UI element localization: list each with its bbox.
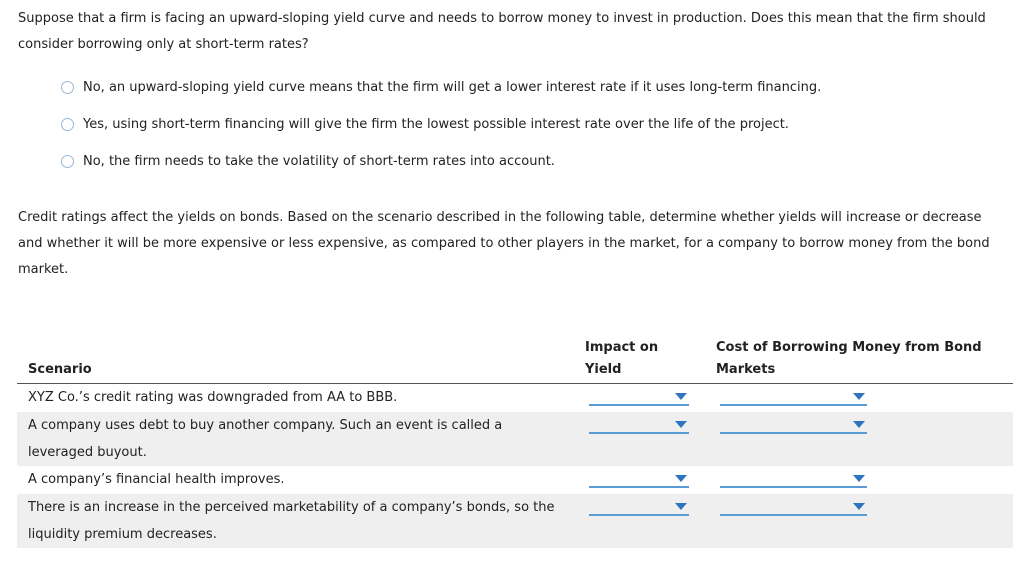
table-row	[17, 384, 1013, 412]
table-row	[17, 466, 1013, 494]
scenario-table	[17, 337, 1013, 548]
cost-of-borrowing-dropdown[interactable]	[720, 390, 867, 406]
scenario-text: A company uses debt to buy another company. Such an event is called a leveraged buyout.	[28, 418, 503, 460]
cost-of-borrowing-dropdown[interactable]	[720, 472, 867, 488]
scenario-text: XYZ Co.’s credit rating was downgraded from AA to BBB.	[28, 390, 398, 405]
table-row	[17, 412, 1013, 466]
scenario-text: A company’s financial health improves.	[28, 472, 285, 487]
radio-button[interactable]	[61, 81, 74, 94]
impact-on-yield-dropdown[interactable]	[589, 472, 689, 488]
answer-option-2[interactable]	[61, 115, 789, 133]
table-row	[17, 494, 1013, 548]
scenario-text: There is an increase in the perceived marketability of a company’s bonds, so the liquidity premium decreases.	[28, 500, 555, 542]
answer-option-label: Yes, using short-term financing will give the firm the lowest possible interest rate over the life of the project.	[83, 116, 789, 132]
chevron-down-icon	[853, 393, 865, 400]
question-2-text: Credit ratings affect the yields on bonds. Based on the scenario described in the following table, determine whether yields will increase or decrease and whether it will be more expensive or less expensive, as compared to other players in the market, for a company to borrow money from the bond market.	[18, 210, 990, 277]
chevron-down-icon	[675, 503, 687, 510]
answer-option-3[interactable]	[61, 152, 555, 170]
impact-on-yield-dropdown[interactable]	[589, 390, 689, 406]
chevron-down-icon	[675, 393, 687, 400]
answer-option-label: No, an upward-sloping yield curve means that the firm will get a lower interest rate if it uses long-term financing.	[83, 79, 822, 95]
radio-button[interactable]	[61, 118, 74, 131]
chevron-down-icon	[853, 475, 865, 482]
impact-on-yield-dropdown[interactable]	[589, 418, 689, 434]
answer-option-label: No, the firm needs to take the volatility of short-term rates into account.	[83, 153, 555, 169]
radio-button[interactable]	[61, 155, 74, 168]
chevron-down-icon	[853, 421, 865, 428]
cost-of-borrowing-dropdown[interactable]	[720, 500, 867, 516]
cost-of-borrowing-dropdown[interactable]	[720, 418, 867, 434]
chevron-down-icon	[675, 475, 687, 482]
header-scenario: Scenario	[28, 362, 92, 377]
chevron-down-icon	[675, 421, 687, 428]
table-header	[17, 337, 1013, 384]
chevron-down-icon	[853, 503, 865, 510]
question-1-text: Suppose that a firm is facing an upward-sloping yield curve and needs to borrow money to invest in production. Does this mean that the firm should consider borrowing only at short-term rates?	[18, 11, 986, 52]
impact-on-yield-dropdown[interactable]	[589, 500, 689, 516]
answer-option-1[interactable]	[61, 78, 821, 96]
header-impact-on-yield: Impact on Yield	[585, 340, 659, 377]
header-cost-of-borrowing: Cost of Borrowing Money from Bond Markets	[716, 340, 982, 377]
